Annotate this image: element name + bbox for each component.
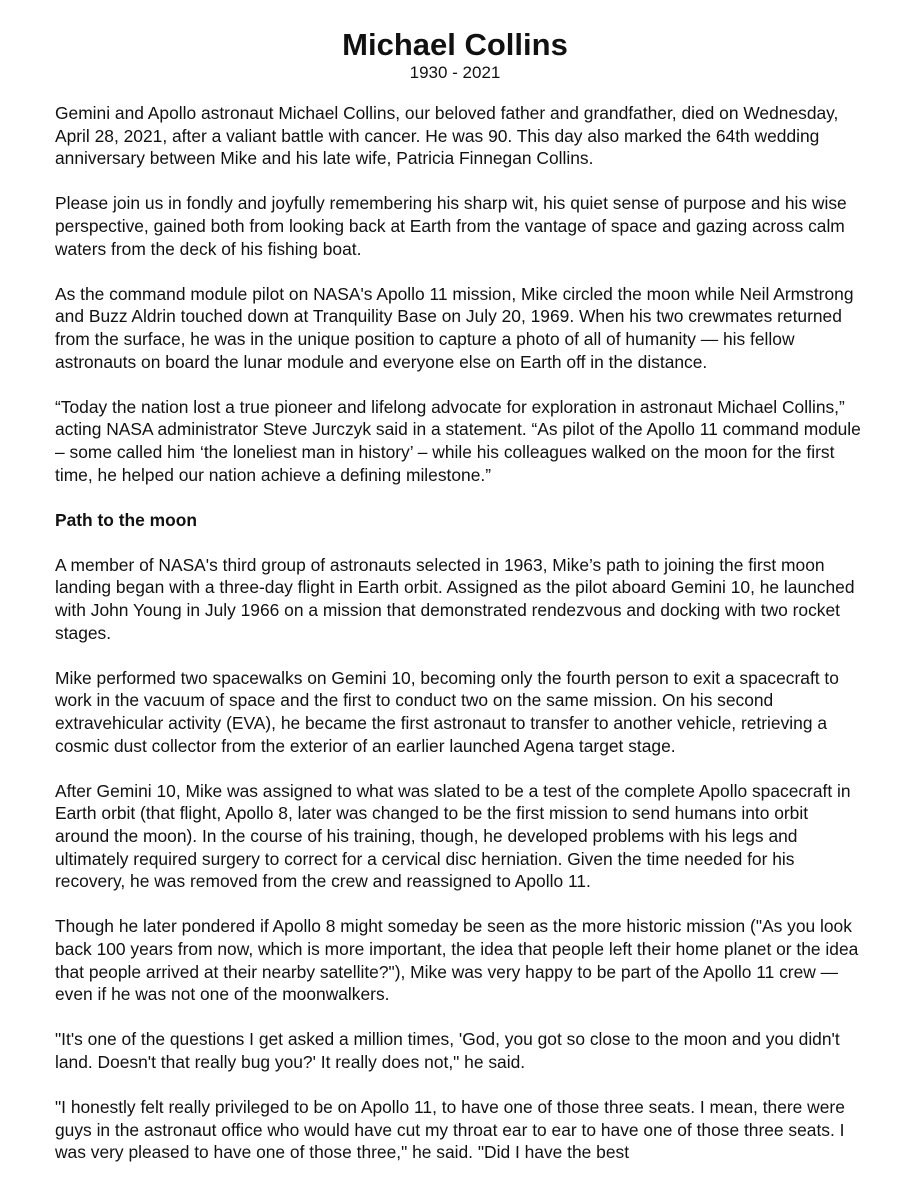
paragraph-quote-privileged: "I honestly felt really privileged to be on Apollo 11, to have one of those three seats. I mean, there were guys in the astronaut office who would have cut my throat ear to ear to have one of those three seats. I was very pleased to have one of those three," he said. "Did I have the best: [55, 1097, 845, 1163]
section-heading-path-to-moon: Path to the moon: [55, 509, 198, 530]
paragraph-nasa-statement: “Today the nation lost a true pioneer and lifelong advocate for exploration in astronaut Michael Collins,” acting NASA administrator Steve Jurczyk said in a statement. “As pilot of the Apollo 11 command module – some called him ‘the loneliest man in history’ – while his colleagues walked on the moon for the first time, he helped our nation achieve a defining milestone.”: [55, 396, 861, 485]
paragraph-apollo-8-reassignment: After Gemini 10, Mike was assigned to what was slated to be a test of the complete Apollo spacecraft in Earth orbit (that flight, Apollo 8, later was changed to be the first mission to send humans into orbit around the moon). In the course of his training, though, he developed problems with his legs and ultimately required surgery to correct for a cervical disc herniation. Given the time needed for his recovery, he was removed from the crew and reassigned to Apollo 11.: [55, 780, 851, 892]
life-dates: 1930 - 2021: [409, 63, 501, 82]
article-body: [55, 102, 867, 1187]
paragraph-historic-mission: Though he later pondered if Apollo 8 might someday be seen as the more historic mission ("As you look back 100 years from now, which is more important, the idea that people left their home planet or the idea that people arrived at their nearby satellite?"), Mike was very happy to be part of the Apollo 11 crew — even if he was not one of the moonwalkers.: [55, 916, 859, 1005]
paragraph-quote-questions: "It's one of the questions I get asked a million times, 'God, you got so close to the moon and you didn't land. Doesn't that really bug you?' It really does not," he said.: [55, 1029, 840, 1072]
page-title: Michael Collins: [342, 27, 568, 62]
paragraph-death-announcement: Gemini and Apollo astronaut Michael Collins, our beloved father and grandfather, died on Wednesday, April 28, 2021, after a valiant battle with cancer. He was 90. This day also marked the 64th wedding anniversary between Mike and his late wife, Patricia Finnegan Collins.: [55, 103, 839, 169]
paragraph-apollo-11: As the command module pilot on NASA's Apollo 11 mission, Mike circled the moon while Neil Armstrong and Buzz Aldrin touched down at Tranquility Base on July 20, 1969. When his two crewmates returned from the surface, he was in the unique position to capture a photo of all of humanity — his fellow astronauts on board the lunar module and everyone else on Earth off in the distance.: [55, 283, 854, 372]
paragraph-remembrance: Please join us in fondly and joyfully remembering his sharp wit, his quiet sense of purpose and his wise perspective, gained both from looking back at Earth from the vantage of space and gazing across calm waters from the deck of his fishing boat.: [55, 193, 847, 259]
paragraph-gemini-selection: A member of NASA's third group of astronauts selected in 1963, Mike’s path to joining the first moon landing began with a three-day flight in Earth orbit. Assigned as the pilot aboard Gemini 10, he launched with John Young in July 1966 on a mission that demonstrated rendezvous and docking with two rocket stages.: [55, 554, 855, 643]
paragraph-spacewalks: Mike performed two spacewalks on Gemini 10, becoming only the fourth person to exit a spacecraft to work in the vacuum of space and the first to conduct two on the same mission. On his second extravehicular activity (EVA), he became the first astronaut to transfer to another vehicle, retrieving a cosmic dust collector from the exterior of an earlier launched Agena target stage.: [55, 667, 839, 756]
